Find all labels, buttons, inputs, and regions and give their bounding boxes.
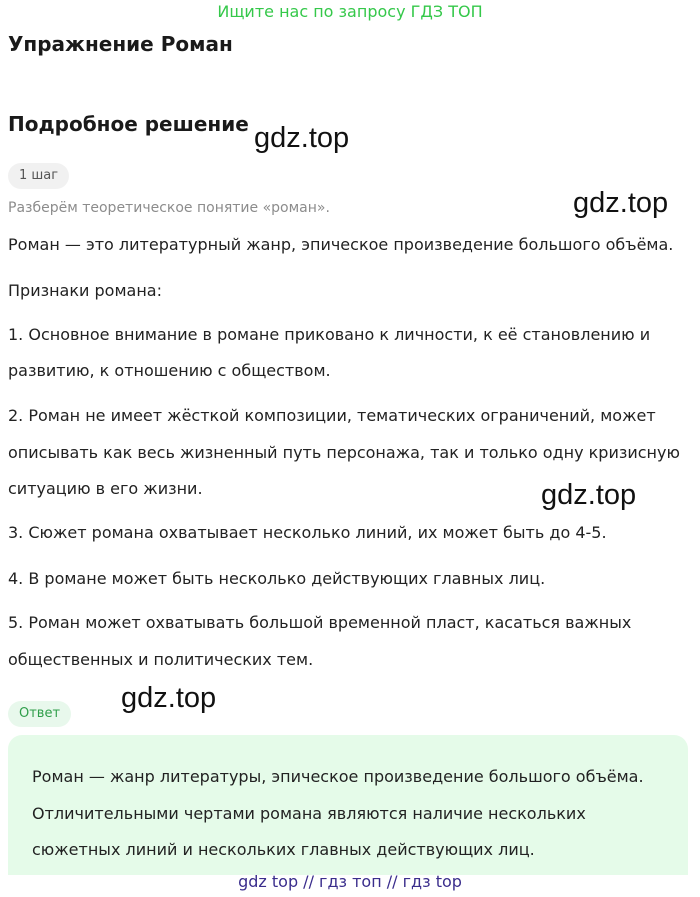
solution-line: общественных и политических тем. — [8, 650, 314, 669]
solution-line: 5. Роман может охватывать большой временной пласт, касаться важных — [8, 613, 632, 632]
top-banner[interactable]: Ищите нас по запросу ГДЗ ТОП — [217, 2, 483, 21]
solution-line: 3. Сюжет романа охватывает несколько линий, их может быть до 4-5. — [8, 523, 607, 542]
step-badge: 1 шаг — [8, 163, 69, 189]
solution-line: описывать как весь жизненный путь персонажа, так и только одну кризисную — [8, 443, 680, 462]
solution-line: Признаки романа: — [8, 281, 162, 300]
answer-line: Отличительными чертами романа являются наличие нескольких — [32, 804, 586, 823]
answer-badge: Ответ — [8, 701, 71, 727]
solution-line: Роман — это литературный жанр, эпическое произведение большого объёма. — [8, 235, 674, 254]
solution-line: ситуацию в его жизни. — [8, 479, 203, 498]
watermark-logo: gdz.top — [254, 122, 350, 154]
answer-line: сюжетных линий и нескольких главных действующих лиц. — [32, 840, 535, 859]
watermark-logo: gdz.top — [121, 682, 217, 714]
watermark-logo: gdz.top — [573, 187, 669, 219]
solution-line: 4. В романе может быть несколько действующих главных лиц. — [8, 569, 546, 588]
solution-line: развитию, к отношению с обществом. — [8, 361, 331, 380]
watermark-logo: gdz.top — [541, 479, 637, 511]
exercise-title: Упражнение Роман — [8, 32, 233, 56]
solution-line: 2. Роман не имеет жёсткой композиции, тематических ограничений, может — [8, 406, 656, 425]
solution-line: 1. Основное внимание в романе приковано к личности, к её становлению и — [8, 325, 651, 344]
answer-line: Роман — жанр литературы, эпическое произведение большого объёма. — [32, 767, 644, 786]
step-description: Разберём теоретическое понятие «роман». — [8, 200, 330, 216]
solution-title: Подробное решение — [8, 112, 249, 136]
footer-links[interactable]: gdz top // гдз топ // гдз top — [238, 872, 462, 891]
